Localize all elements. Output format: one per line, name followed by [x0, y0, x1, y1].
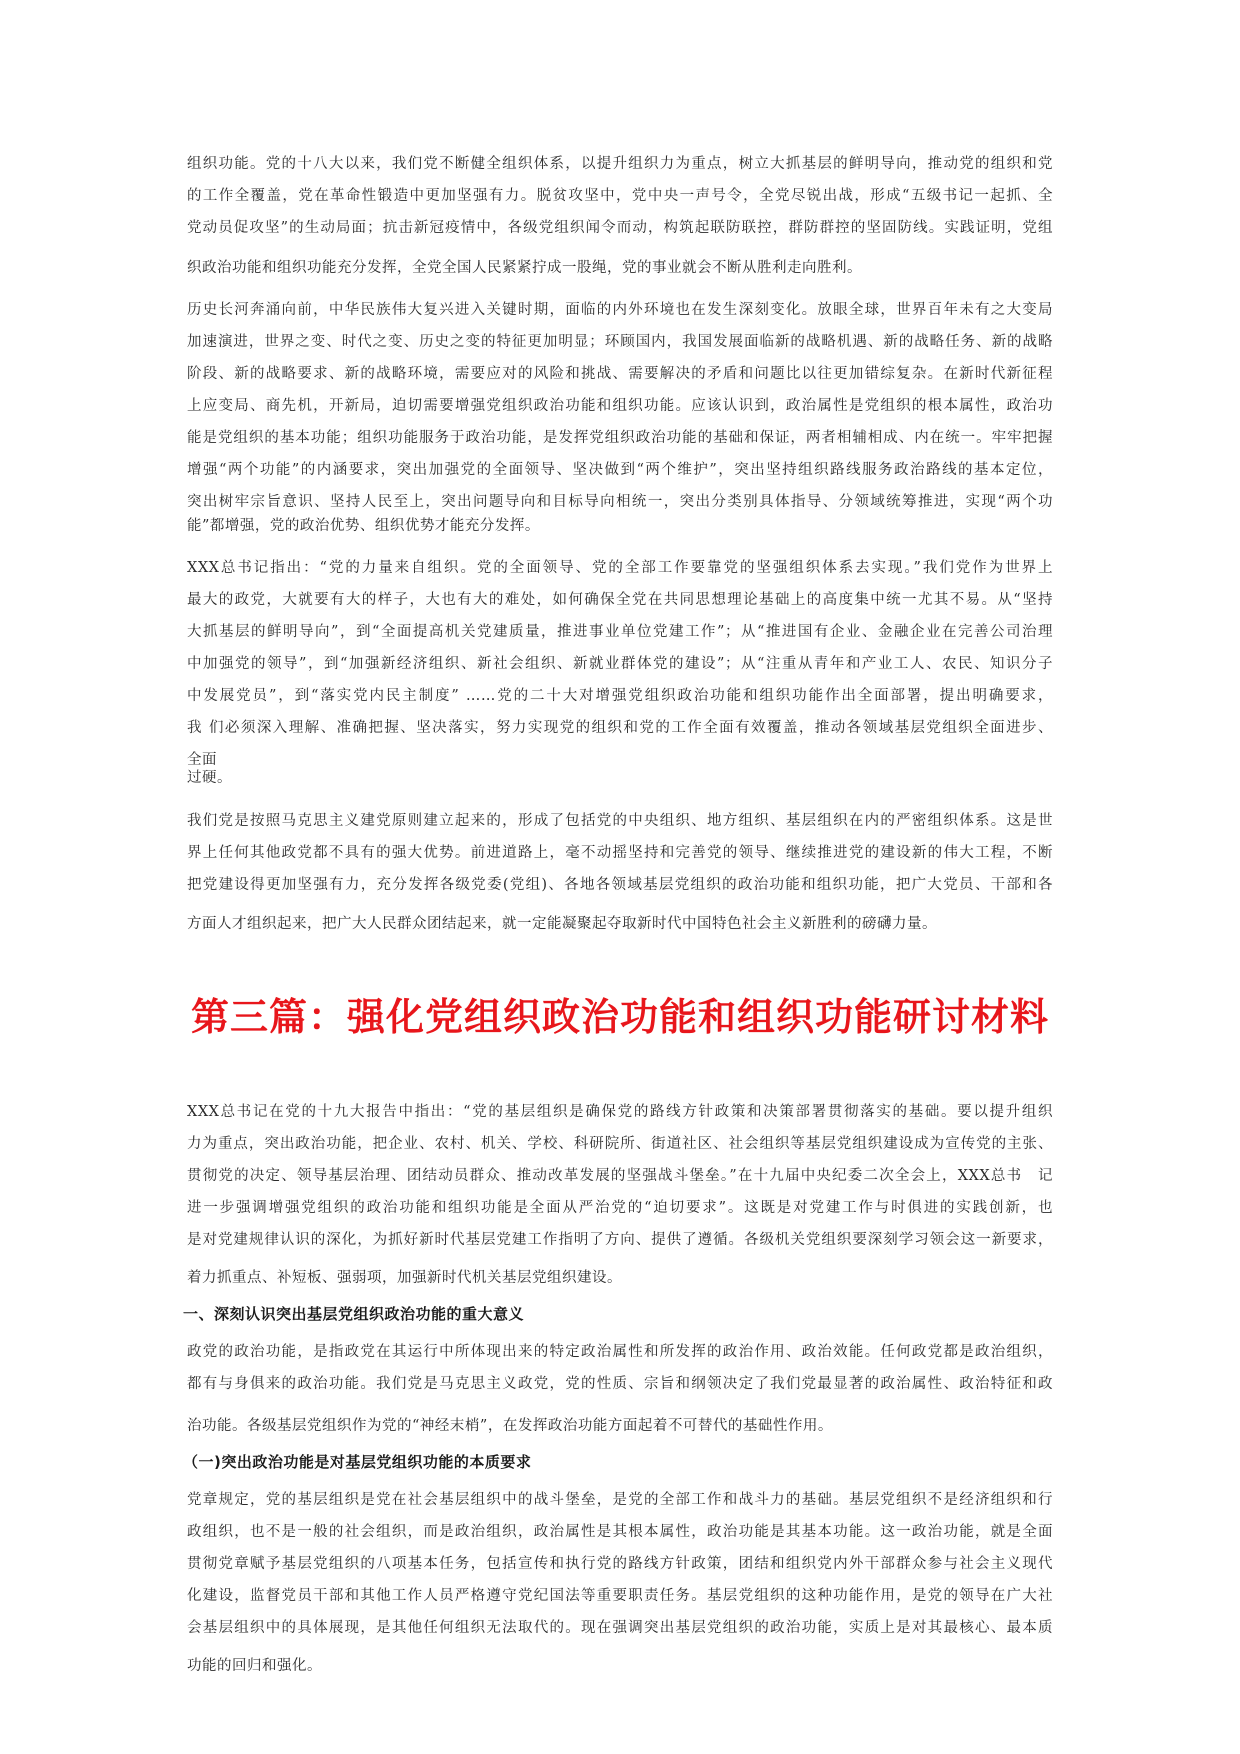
- text-line: 党动员促攻坚”的生动局面；抗击新冠疫情中，各级党组织闻令而动，构筑起联防联控，群防群控的坚固防线。实践证明，党组: [187, 220, 1053, 236]
- text-line: 中发展党员”，到“落实党内民主制度” ……党的二十大对增强党组织政治功能和组织功能作出全面部署，提出明确要求，: [187, 688, 1053, 704]
- text-line: 突出树牢宗旨意识、坚持人民至上，突出问题导向和目标导向相统一，突出分类别具体指导、分领域统筹推进，实现“两个功: [187, 494, 1053, 510]
- text-line: 中加强党的领导”，到“加强新经济组织、新社会组织、新就业群体党的建设”；从“注重从青年和产业工人、农民、知识分子: [187, 656, 1053, 672]
- section-heading-2: [183, 1446, 1049, 1478]
- text-line: 政组织，也不是一般的社会组织，而是政治组织，政治属性是其根本属性，政治功能是其基本功能。这一政治功能，就是全面: [187, 1524, 1053, 1540]
- text-line: XXX总书记指出：“党的力量来自组织。党的全面领导、党的全部工作要靠党的坚强组织体系去实现。”我们党作为世界上: [187, 560, 1053, 576]
- text-line: 组织功能。党的十八大以来，我们党不断健全组织体系，以提升组织力为重点，树立大抓基层的鲜明导向，推动党的组织和党: [187, 156, 1053, 172]
- text-line: 织政治功能和组织功能充分发挥，全党全国人民紧紧拧成一股绳，党的事业就会不断从胜利走向胜利。: [187, 260, 862, 276]
- text-line: 把党建设得更加坚强有力，充分发挥各级党委(党组)、各地各领域基层党组织的政治功能和组织功能，把广大党员、干部和各: [187, 877, 1053, 893]
- text-line: 过硬。: [187, 770, 232, 786]
- text-line: 能”都增强，党的政治优势、组织优势才能充分发挥。: [187, 518, 540, 534]
- text-line: 上应变局、商先机，开新局，迫切需要增强党组织政治功能和组织功能。应该认识到，政治属性是党组织的根本属性，政治功: [187, 398, 1053, 414]
- article-heading: 第三篇：强化党组织政治功能和组织功能研讨材料: [190, 995, 1049, 1039]
- text-line: 政党的政治功能，是指政党在其运行中所体现出来的特定政治属性和所发挥的政治作用、政治效能。任何政党都是政治组织，: [187, 1344, 1053, 1360]
- text-line: 界上任何其他政党都不具有的强大优势。前进道路上，毫不动摇坚持和完善党的领导、继续推进党的建设新的伟大工程，不断: [187, 845, 1053, 861]
- paragraph-5: [187, 1096, 1053, 1256]
- text-line: 治功能。各级基层党组织作为党的“神经末梢”，在发挥政治功能方面起着不可替代的基础性作用。: [187, 1418, 833, 1434]
- paragraph-4: [187, 805, 1053, 901]
- paragraph-2-tail: [187, 510, 1053, 542]
- text-line: 是对党建规律认识的深化，为抓好新时代基层党建工作指明了方向、提供了遵循。各级机关党组织要深刻学习领会这一新要求，: [187, 1232, 1053, 1248]
- text-line: 力为重点，突出政治功能，把企业、农村、机关、学校、科研院所、街道社区、社会组织等基层党组织建设成为宣传党的主张、: [187, 1136, 1053, 1152]
- paragraph-1: [187, 148, 1053, 244]
- text-line: 会基层组织中的具体展现，是其他任何组织无法取代的。现在强调突出基层党组织的政治功能，实质上是对其最核心、最本质: [187, 1620, 1053, 1636]
- text-line: 党章规定，党的基层组织是党在社会基层组织中的战斗堡垒，是党的全部工作和战斗力的基础。基层党组织不是经济组织和行: [187, 1492, 1053, 1508]
- text-line: 增强“两个功能”的内涵要求，突出加强党的全面领导、坚决做到“两个维护”，突出坚持组织路线服务政治路线的基本定位，: [187, 462, 1053, 478]
- section-heading-1: [183, 1298, 1049, 1330]
- text-line: 全面: [187, 752, 217, 768]
- text-line: 加速演进，世界之变、时代之变、历史之变的特征更加明显；环顾国内，我国发展面临新的战略机遇、新的战略任务、新的战略: [187, 334, 1053, 350]
- text-line: 进一步强调增强党组织的政治功能和组织功能是全面从严治党的“迫切要求”。这既是对党建工作与时俱进的实践创新，也: [187, 1200, 1053, 1216]
- text-line: 我 们必须深入理解、准确把握、坚决落实，努力实现党的组织和党的工作全面有效覆盖，推动各领域基层党组织全面进步、: [187, 720, 1053, 736]
- text-line: 能是党组织的基本功能；组织功能服务于政治功能，是发挥党组织政治功能的基础和保证，两者相辅相成、内在统一。牢牢把握: [187, 430, 1053, 446]
- paragraph-5-tail: [187, 1262, 1053, 1294]
- paragraph-1-tail: [187, 252, 1053, 284]
- text-line: 着力抓重点、补短板、强弱项，加强新时代机关基层党组织建设。: [187, 1270, 622, 1286]
- text-line: 历史长河奔涌向前，中华民族伟大复兴进入关键时期，面临的内外环境也在发生深刻变化。放眼全球，世界百年未有之大变局: [187, 302, 1053, 318]
- section-title: （一)突出政治功能是对基层党组织功能的本质要求: [183, 1453, 532, 1471]
- text-line: 贯彻党的决定、领导基层治理、团结动员群众、推动改革发展的坚强战斗堡垒。”在十九届中央纪委二次全会上，XXX总书 记: [187, 1168, 1053, 1184]
- text-line: 贯彻党章赋予基层党组织的八项基本任务，包括宣传和执行党的路线方针政策，团结和组织党内外干部群众参与社会主义现代: [187, 1556, 1053, 1572]
- paragraph-7: [187, 1484, 1053, 1644]
- paragraph-6-tail: [187, 1410, 1053, 1442]
- text-line: 大抓基层的鲜明导向”，到“全面提高机关党建质量，推进事业单位党建工作”；从“推进国有企业、金融企业在完善公司治理: [187, 624, 1053, 640]
- text-line: XXX总书记在党的十九大报告中指出：“党的基层组织是确保党的路线方针政策和决策部署贯彻落实的基础。要以提升组织: [187, 1104, 1053, 1120]
- text-line: 的工作全覆盖，党在革命性锻造中更加坚强有力。脱贫攻坚中，党中央一声号令，全党尽锐出战，形成“五级书记一起抓、全: [187, 188, 1053, 204]
- paragraph-3-tail: [187, 762, 1053, 794]
- text-line: 方面人才组织起来，把广大人民群众团结起来，就一定能凝聚起夺取新时代中国特色社会主义新胜利的磅礴力量。: [187, 916, 937, 932]
- text-line: 功能的回归和强化。: [187, 1658, 322, 1674]
- text-line: 我们党是按照马克思主义建党原则建立起来的，形成了包括党的中央组织、地方组织、基层组织在内的严密组织体系。这是世: [187, 813, 1053, 829]
- paragraph-4-tail: [187, 908, 1053, 940]
- text-line: 都有与身俱来的政治功能。我们党是马克思主义政党，党的性质、宗旨和纲领决定了我们党最显著的政治属性、政治特征和政: [187, 1376, 1053, 1392]
- section-title: 一、深刻认识突出基层党组织政治功能的重大意义: [183, 1305, 525, 1323]
- text-line: 最大的政党，大就要有大的样子，大也有大的难处，如何确保全党在共同思想理论基础上的高度集中统一尤其不易。从“坚持: [187, 592, 1053, 608]
- text-line: 阶段、新的战略要求、新的战略环境，需要应对的风险和挑战、需要解决的矛盾和问题比以往更加错综复杂。在新时代新征程: [187, 366, 1053, 382]
- paragraph-7-tail: [187, 1650, 1053, 1682]
- paragraph-2: [187, 294, 1053, 518]
- text-line: 化建设，监督党员干部和其他工作人员严格遵守党纪国法等重要职责任务。基层党组织的这种功能作用，是党的领导在广大社: [187, 1588, 1053, 1604]
- paragraph-3: [187, 552, 1053, 776]
- paragraph-6: [187, 1336, 1053, 1400]
